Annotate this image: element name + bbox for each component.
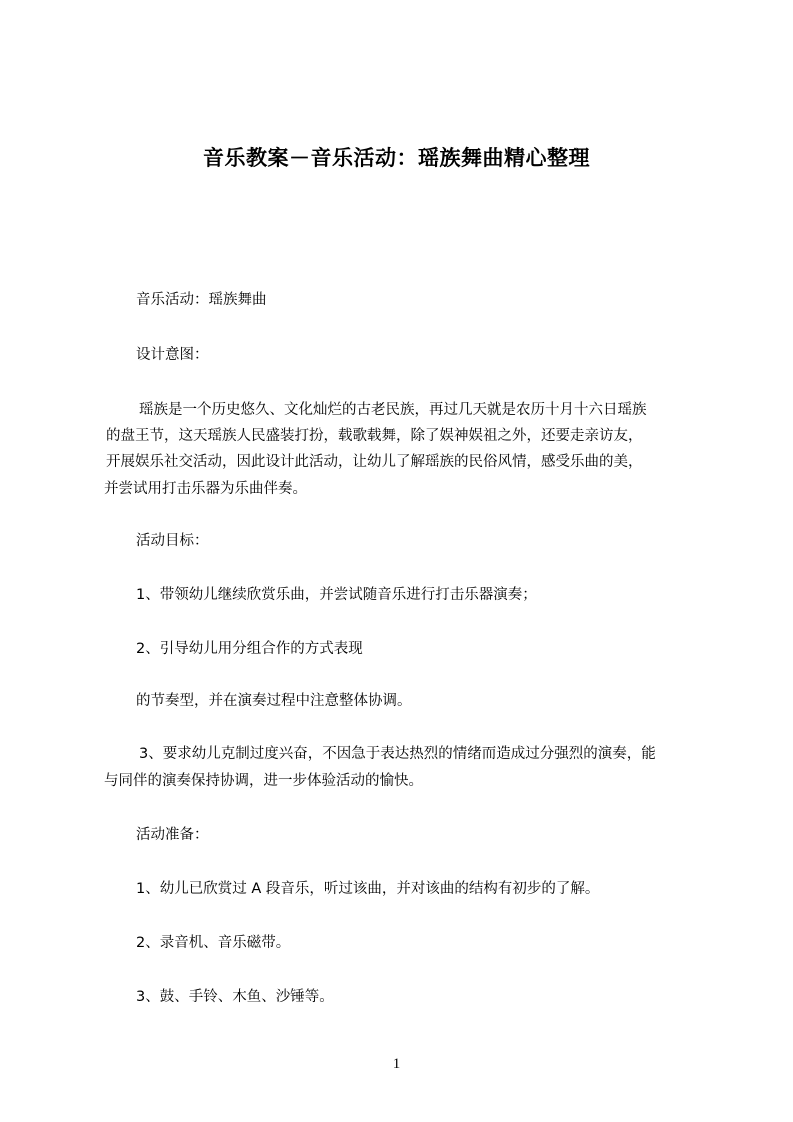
design-line-2: 的盘王节，这天瑶族人民盛装打扮，载歌载舞，除了娱神娱祖之外，还要走亲访友， bbox=[106, 428, 643, 444]
goal-1: 1、带领幼儿继续欣赏乐曲，并尝试随音乐进行打击乐器演奏； bbox=[136, 587, 537, 603]
page-number: 1 bbox=[392, 1056, 401, 1072]
prep-2: 2、录音机、音乐磁带。 bbox=[136, 935, 291, 951]
goal-3-line-2: 与同伴的演奏保持协调，进一步体验活动的愉快。 bbox=[104, 773, 423, 789]
goal-2: 2、引导幼儿用分组合作的方式表现 bbox=[136, 641, 363, 657]
heading-preparation: 活动准备： bbox=[136, 827, 209, 843]
goal-2-continued: 的节奏型，并在演奏过程中注意整体协调。 bbox=[136, 693, 412, 709]
heading-activity: 音乐活动：瑶族舞曲 bbox=[136, 292, 267, 308]
goal-3-line-1: 3、要求幼儿克制过度兴奋，不因急于表达热烈的情绪而造成过分强烈的演奏，能 bbox=[139, 746, 656, 762]
document-title: 音乐教案－音乐活动：瑶族舞曲精心整理 bbox=[203, 146, 590, 170]
heading-goals: 活动目标： bbox=[136, 533, 209, 549]
design-line-4: 并尝试用打击乐器为乐曲伴奏。 bbox=[104, 481, 307, 497]
prep-1: 1、幼儿已欣赏过 A 段音乐，听过该曲，并对该曲的结构有初步的了解。 bbox=[136, 881, 600, 897]
design-line-1: 瑶族是一个历史悠久、文化灿烂的古老民族，再过几天就是农历十月十六日瑶族 bbox=[139, 402, 647, 418]
prep-3: 3、鼓、手铃、木鱼、沙锤等。 bbox=[136, 989, 334, 1005]
design-line-3: 开展娱乐社交活动，因此设计此活动，让幼儿了解瑶族的民俗风情，感受乐曲的美， bbox=[106, 454, 643, 470]
heading-design-intent: 设计意图： bbox=[136, 347, 209, 363]
